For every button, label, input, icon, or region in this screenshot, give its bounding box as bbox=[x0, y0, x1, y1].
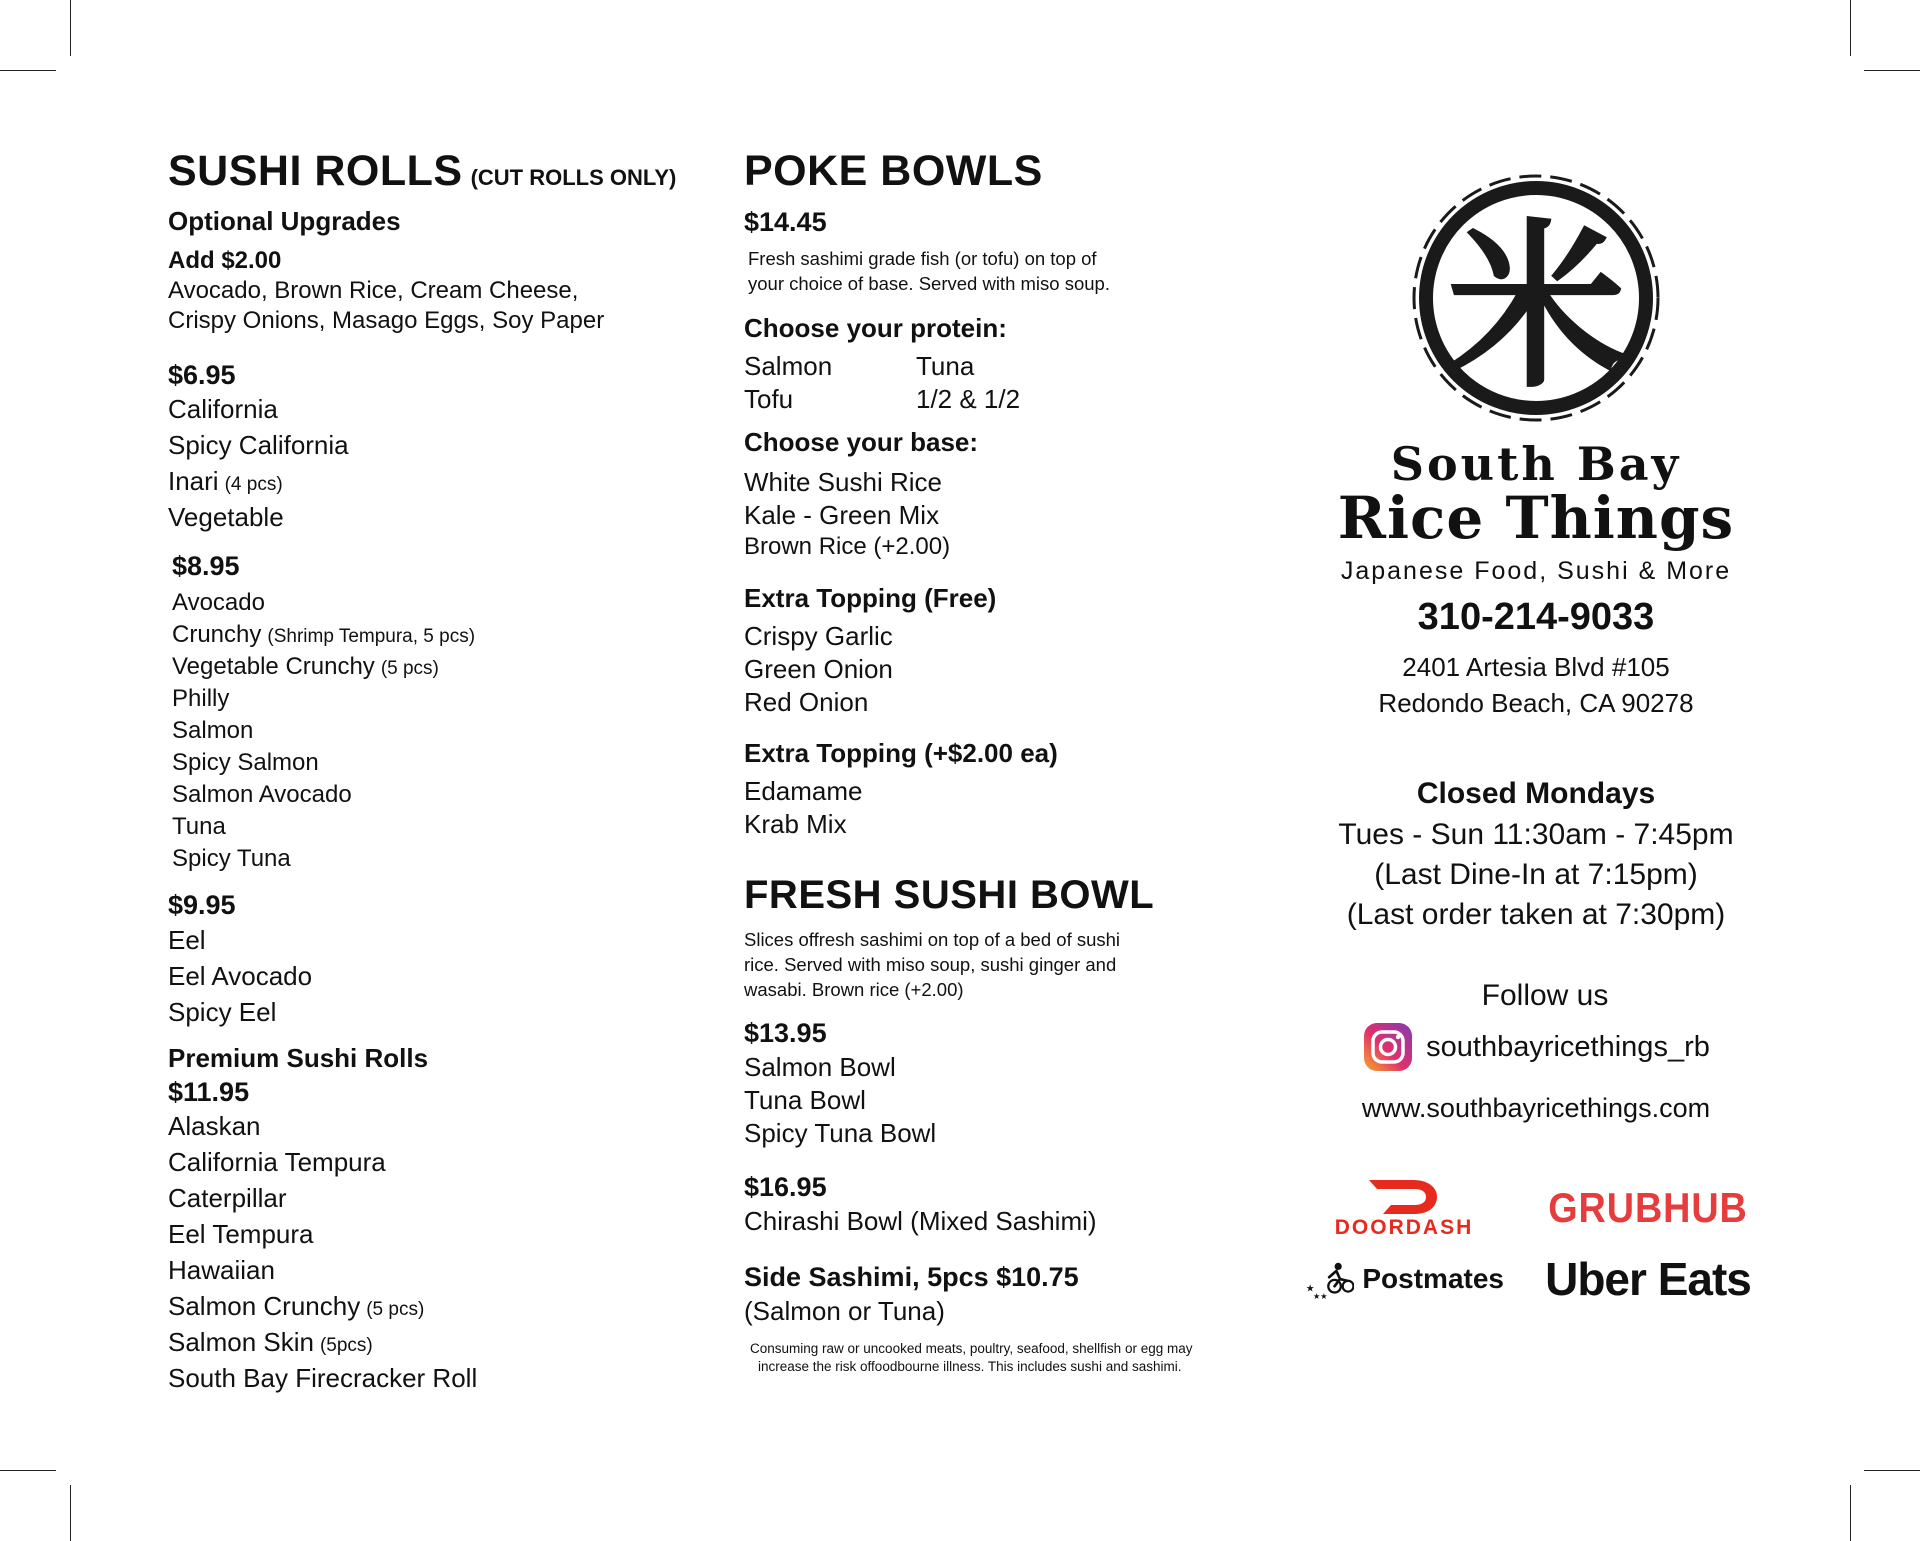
doordash-icon bbox=[1367, 1176, 1441, 1216]
menu-item-name: California Tempura bbox=[168, 1147, 386, 1178]
menu-item bbox=[168, 1326, 728, 1362]
crop-mark bbox=[70, 0, 71, 56]
bowls-column bbox=[744, 148, 1304, 1376]
menu-item: Spicy Tuna Bowl bbox=[744, 1117, 937, 1148]
menu-item bbox=[168, 429, 728, 465]
closed-days: Closed Mondays bbox=[1416, 777, 1656, 811]
fresh-desc-line-2: rice. Served with miso soup, sushi ginger and bbox=[744, 953, 1117, 975]
address-line-1: 2401 Artesia Blvd #105 bbox=[1402, 652, 1670, 683]
menu-item: Edamame bbox=[744, 775, 863, 806]
ubereats-logo[interactable] bbox=[1528, 1252, 1768, 1306]
tier-items bbox=[172, 588, 728, 876]
menu-item bbox=[172, 684, 728, 716]
side-sashimi-note: (Salmon or Tuna) bbox=[744, 1295, 945, 1326]
crop-mark bbox=[0, 1470, 56, 1471]
phone-number[interactable]: 310-214-9033 bbox=[1417, 596, 1655, 639]
sushi-rolls-title-text: SUSHI ROLLS bbox=[168, 147, 463, 195]
menu-item-note: (5 pcs) bbox=[380, 658, 439, 680]
menu-item bbox=[172, 652, 728, 684]
menu-item-name: Tuna bbox=[172, 813, 226, 841]
instagram-icon bbox=[1362, 1021, 1414, 1073]
protein-option: Salmon bbox=[744, 351, 833, 382]
menu-item: Red Onion bbox=[744, 686, 869, 717]
last-dine-in: (Last Dine-In at 7:15pm) bbox=[1374, 858, 1698, 892]
sushi-rolls-column bbox=[168, 148, 728, 1398]
brand-name-line-2: Rice Things bbox=[1337, 484, 1735, 553]
follow-us-label: Follow us bbox=[1481, 979, 1609, 1013]
delivery-partners bbox=[1296, 1176, 1776, 1306]
protein-grid bbox=[744, 350, 1304, 416]
crop-mark bbox=[1864, 70, 1920, 71]
premium-price: $11.95 bbox=[168, 1077, 250, 1108]
menu-item bbox=[168, 996, 728, 1032]
menu-item-name: Inari bbox=[168, 466, 219, 497]
crop-mark bbox=[0, 70, 56, 71]
logo-glyph: 米 bbox=[1445, 204, 1627, 413]
menu-item-name: Hawaiian bbox=[168, 1255, 275, 1286]
menu-item: Crispy Garlic bbox=[744, 620, 893, 651]
protein-heading: Choose your protein: bbox=[744, 313, 1007, 344]
poke-price: $14.45 bbox=[744, 207, 827, 238]
svg-text:★★: ★★ bbox=[1312, 1290, 1328, 1301]
price-tier-695 bbox=[168, 358, 728, 537]
menu-item-name: Philly bbox=[172, 685, 230, 713]
menu-item: Salmon Bowl bbox=[744, 1051, 896, 1082]
menu-item-name: Vegetable Crunchy bbox=[172, 653, 375, 681]
menu-item bbox=[168, 960, 728, 996]
menu-item bbox=[168, 1182, 728, 1218]
protein-option: 1/2 & 1/2 bbox=[916, 384, 1021, 415]
base-option: White Sushi Rice bbox=[744, 466, 942, 497]
cut-rolls-note: (CUT ROLLS ONLY) bbox=[470, 165, 677, 190]
paid-topping-list bbox=[744, 775, 1304, 841]
menu-item: Green Onion bbox=[744, 653, 893, 684]
poke-desc-line-2: your choice of base. Served with miso soup. bbox=[748, 273, 1110, 295]
menu-item-name: Eel Tempura bbox=[168, 1219, 314, 1250]
raw-food-warning-line-2: increase the risk offoodbourne illness. This includes sushi and sashimi. bbox=[758, 1358, 1182, 1374]
menu-item-name: Spicy Tuna bbox=[172, 845, 291, 873]
crop-mark bbox=[70, 1485, 71, 1541]
postmates-icon bbox=[1304, 1257, 1354, 1301]
website-link[interactable]: www.southbayricethings.com bbox=[1361, 1093, 1711, 1124]
menu-item-name: Vegetable bbox=[168, 502, 284, 533]
instagram-link[interactable] bbox=[1296, 1021, 1776, 1073]
menu-item-name: Caterpillar bbox=[168, 1183, 287, 1214]
base-heading: Choose your base: bbox=[744, 427, 979, 458]
chirashi-list bbox=[744, 1205, 1304, 1238]
upgrades-list-line-2: Crispy Onions, Masago Eggs, Soy Paper bbox=[168, 307, 605, 335]
free-topping-heading: Extra Topping (Free) bbox=[744, 582, 997, 613]
menu-item bbox=[168, 393, 728, 429]
instagram-handle[interactable]: southbayricethings_rb bbox=[1426, 1030, 1710, 1063]
tier-items bbox=[168, 1110, 728, 1398]
brand-name-line-1: South Bay bbox=[1390, 437, 1682, 491]
menu-item bbox=[168, 924, 728, 960]
menu-item-name: Salmon Avocado bbox=[172, 781, 352, 809]
fresh-desc-line-3: wasabi. Brown rice (+2.00) bbox=[744, 978, 964, 1000]
protein-option: Tuna bbox=[916, 351, 975, 382]
tier-price: $8.95 bbox=[172, 551, 240, 582]
opening-hours: Tues - Sun 11:30am - 7:45pm bbox=[1338, 818, 1734, 852]
tier-items bbox=[168, 393, 728, 537]
postmates-logo[interactable] bbox=[1304, 1257, 1504, 1301]
menu-item bbox=[168, 1362, 728, 1398]
tagline: Japanese Food, Sushi & More bbox=[1340, 557, 1732, 586]
fresh-price-1: $13.95 bbox=[744, 1017, 827, 1048]
menu-item: Tuna Bowl bbox=[744, 1084, 866, 1115]
grubhub-logo[interactable]: GRUBHUB bbox=[1548, 1184, 1748, 1232]
price-tier-995 bbox=[168, 888, 728, 1031]
menu-item-note: (5pcs) bbox=[319, 1335, 373, 1357]
fresh-price-2: $16.95 bbox=[744, 1171, 827, 1202]
fresh-bowl-title: FRESH SUSHI BOWL bbox=[744, 872, 1155, 917]
tier-price: $6.95 bbox=[168, 360, 236, 391]
menu-item-note: (5 pcs) bbox=[366, 1299, 425, 1321]
doordash-label: DOORDASH bbox=[1334, 1216, 1474, 1240]
menu-item-name: California bbox=[168, 394, 278, 425]
crop-mark bbox=[1850, 0, 1851, 56]
upgrades-list-line-1: Avocado, Brown Rice, Cream Cheese, bbox=[168, 277, 579, 305]
menu-item bbox=[168, 1254, 728, 1290]
menu-item-name: Spicy Salmon bbox=[172, 749, 319, 777]
fresh-desc-line-1: Slices offresh sashimi on top of a bed of sushi bbox=[744, 928, 1121, 950]
menu-item-name: Alaskan bbox=[168, 1111, 261, 1142]
menu-item-name: Avocado bbox=[172, 589, 265, 617]
last-order: (Last order taken at 7:30pm) bbox=[1346, 898, 1726, 932]
menu-item bbox=[172, 780, 728, 812]
menu-item bbox=[172, 620, 728, 652]
menu-item-note: (Shrimp Tempura, 5 pcs) bbox=[267, 626, 476, 648]
menu-item bbox=[172, 588, 728, 620]
crop-mark bbox=[1864, 1470, 1920, 1471]
protein-option: Tofu bbox=[744, 384, 794, 415]
paid-topping-heading: Extra Topping (+$2.00 ea) bbox=[744, 737, 1058, 768]
poke-bowls-title: POKE BOWLS bbox=[744, 147, 1043, 195]
premium-heading: Premium Sushi Rolls bbox=[168, 1042, 429, 1073]
menu-item-note: (4 pcs) bbox=[224, 474, 283, 496]
menu-item bbox=[172, 716, 728, 748]
logo bbox=[1296, 148, 1776, 448]
menu-item-name: Eel bbox=[168, 924, 206, 955]
base-option-extra: Brown Rice (+2.00) bbox=[744, 532, 951, 560]
postmates-label: Postmates bbox=[1362, 1263, 1504, 1295]
menu-item-name: South Bay Firecracker Roll bbox=[168, 1363, 478, 1394]
raw-food-warning-line-1: Consuming raw or uncooked meats, poultry, seafood, shellfish or egg may bbox=[750, 1340, 1193, 1356]
menu-item bbox=[168, 1218, 728, 1254]
restaurant-info-column bbox=[1296, 148, 1776, 1306]
poke-desc-line-1: Fresh sashimi grade fish (or tofu) on top of bbox=[748, 248, 1097, 270]
menu-item-name: Salmon bbox=[172, 717, 254, 745]
menu-item bbox=[168, 501, 728, 537]
base-option: Kale - Green Mix bbox=[744, 499, 940, 530]
free-topping-list bbox=[744, 620, 1304, 719]
menu-item bbox=[168, 1146, 728, 1182]
upgrades-price: Add $2.00 bbox=[168, 247, 282, 275]
menu-item bbox=[168, 1110, 728, 1146]
menu-item bbox=[172, 812, 728, 844]
rice-kanji-logo bbox=[1401, 148, 1671, 448]
address-line-2: Redondo Beach, CA 90278 bbox=[1378, 688, 1694, 719]
tier-price: $9.95 bbox=[168, 890, 236, 921]
menu-item bbox=[172, 748, 728, 780]
menu-item bbox=[168, 465, 728, 501]
menu-item-name: Spicy Eel bbox=[168, 996, 277, 1027]
svg-text:★: ★ bbox=[1305, 1283, 1315, 1295]
menu-item-name: Salmon Crunchy bbox=[168, 1291, 361, 1322]
side-sashimi-heading: Side Sashimi, 5pcs $10.75 bbox=[744, 1261, 1079, 1292]
menu-item-name: Salmon Skin bbox=[168, 1327, 314, 1358]
menu-item bbox=[168, 1290, 728, 1326]
premium-rolls bbox=[168, 1042, 728, 1399]
sushi-rolls-title bbox=[168, 148, 728, 195]
menu-item: Chirashi Bowl (Mixed Sashimi) bbox=[744, 1205, 1097, 1236]
upgrades-heading: Optional Upgrades bbox=[168, 206, 401, 237]
crop-mark bbox=[1850, 1485, 1851, 1541]
price-tier-895 bbox=[172, 549, 728, 876]
menu-item-name: Eel Avocado bbox=[168, 960, 313, 991]
uber-label: Uber bbox=[1545, 1253, 1646, 1306]
menu-item-name: Spicy California bbox=[168, 430, 349, 461]
menu-item bbox=[172, 844, 728, 876]
menu-item: Krab Mix bbox=[744, 808, 847, 839]
fresh-bowl-list bbox=[744, 1051, 1304, 1150]
tier-items bbox=[168, 924, 728, 1032]
eats-label: Eats bbox=[1657, 1253, 1751, 1306]
doordash-logo[interactable] bbox=[1304, 1176, 1504, 1240]
menu-item-name: Crunchy bbox=[172, 621, 262, 649]
